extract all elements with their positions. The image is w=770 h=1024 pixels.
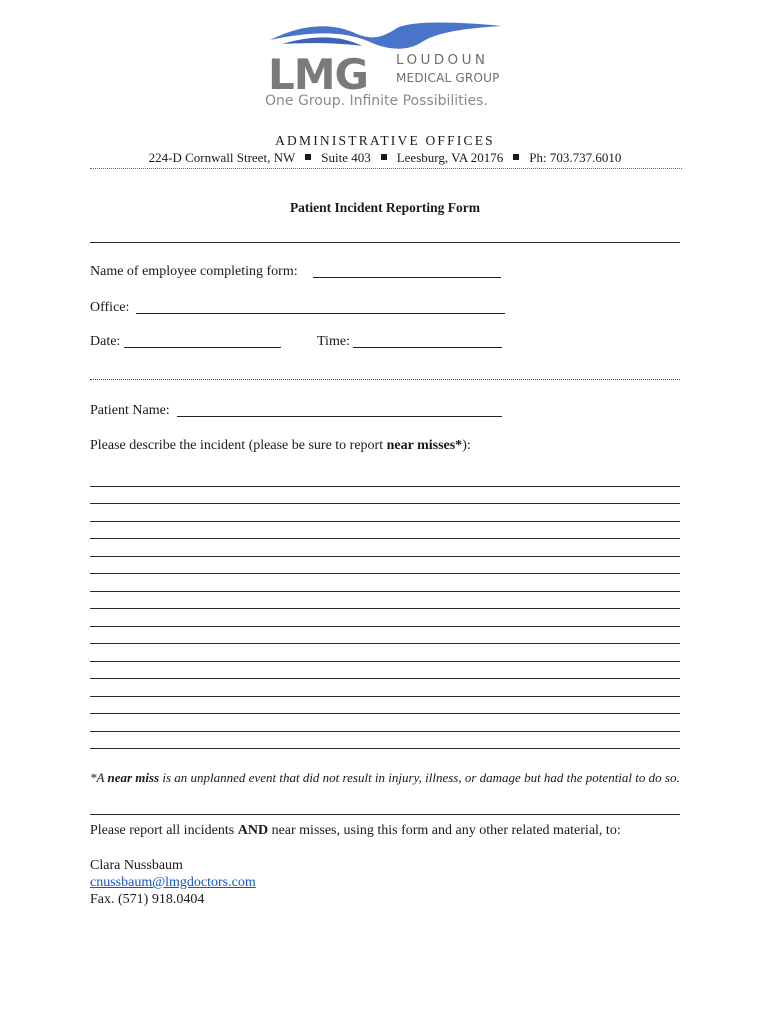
footnote-text: is an unplanned event that did not result in injury, illness, or damage but had the potential to do so.	[159, 770, 680, 785]
contact-email-link[interactable]: cnussbaum@lmgdoctors.com	[90, 875, 256, 890]
contact-fax: Fax. (571) 918.0404	[90, 892, 205, 907]
date-label: Date:	[90, 334, 121, 349]
description-line[interactable]	[90, 696, 680, 697]
description-line[interactable]	[90, 713, 680, 714]
time-label: Time:	[317, 334, 350, 349]
patient-name-label: Patient Name:	[90, 403, 170, 418]
section-divider	[90, 814, 680, 815]
employee-label: Name of employee completing form:	[90, 264, 298, 279]
logo-name-bottom: MEDICAL GROUP	[396, 71, 500, 85]
logo-name-top: LOUDOUN	[396, 52, 489, 68]
description-line[interactable]	[90, 556, 680, 557]
description-line[interactable]	[90, 591, 680, 592]
address-line	[0, 150, 770, 166]
description-line[interactable]	[90, 503, 680, 504]
description-line[interactable]	[90, 573, 680, 574]
suite: Suite 403	[321, 150, 371, 165]
report-prefix: Please report all incidents	[90, 823, 238, 838]
report-bold: AND	[237, 823, 269, 838]
describe-prefix: Please describe the incident (please be sure to report	[90, 438, 387, 453]
description-line[interactable]	[90, 731, 680, 732]
description-line[interactable]	[90, 608, 680, 609]
logo-tagline: One Group. Infinite Possibilities.	[265, 93, 488, 109]
section-divider	[90, 242, 680, 243]
bullet-square-icon	[305, 154, 311, 160]
employee-name-field[interactable]	[313, 277, 501, 278]
street-address: 224-D Cornwall Street, NW	[148, 150, 296, 165]
report-suffix: near misses, using this form and any other related material, to:	[268, 823, 621, 838]
office-field[interactable]	[136, 313, 505, 314]
description-line[interactable]	[90, 486, 680, 487]
logo-letters: LMG	[268, 50, 369, 99]
description-line[interactable]	[90, 748, 680, 749]
description-line[interactable]	[90, 538, 680, 539]
city-state-zip: Leesburg, VA 20176	[396, 150, 504, 165]
time-field[interactable]	[353, 347, 502, 348]
report-instructions	[90, 822, 621, 839]
description-line[interactable]	[90, 626, 680, 627]
near-miss-footnote	[90, 770, 680, 786]
date-field[interactable]	[124, 347, 281, 348]
form-title: Patient Incident Reporting Form	[289, 200, 481, 215]
describe-prompt	[90, 437, 471, 454]
bullet-square-icon	[381, 154, 387, 160]
contact-name: Clara Nussbaum	[90, 858, 183, 873]
description-line[interactable]	[90, 643, 680, 644]
description-line[interactable]	[90, 661, 680, 662]
describe-bold: near misses*	[386, 438, 463, 453]
footnote-bold: near miss	[107, 770, 160, 785]
header-divider	[90, 168, 682, 169]
section-divider	[90, 379, 680, 380]
office-heading: ADMINISTRATIVE OFFICES	[275, 133, 495, 148]
description-line[interactable]	[90, 678, 680, 679]
patient-name-field[interactable]	[177, 416, 502, 417]
describe-suffix: ):	[462, 438, 471, 453]
office-label: Office:	[90, 300, 130, 315]
bullet-square-icon	[513, 154, 519, 160]
description-line[interactable]	[90, 521, 680, 522]
footnote-prefix: *A	[90, 770, 108, 785]
phone: Ph: 703.737.6010	[529, 150, 622, 165]
lmg-logo	[262, 20, 510, 116]
